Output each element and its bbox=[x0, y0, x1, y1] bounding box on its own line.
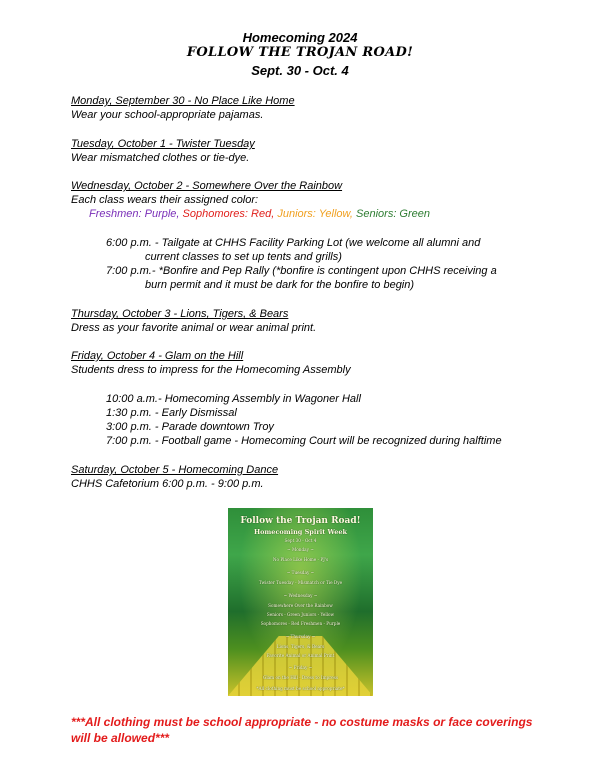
freshmen-color: Freshmen: Purple, bbox=[89, 208, 180, 220]
tuesday-heading: Tuesday, October 1 - Twister Tuesday bbox=[71, 138, 255, 150]
saturday-heading: Saturday, October 5 - Homecoming Dance bbox=[71, 464, 279, 476]
spirit-week-poster bbox=[228, 508, 373, 696]
poster-line: No Place Like Home - PJ's bbox=[272, 557, 329, 562]
title-dates: Sept. 30 - Oct. 4 bbox=[251, 63, 349, 78]
poster-line: ~ Wednesday ~ bbox=[283, 593, 318, 598]
friday-event: 1:30 p.m. - Early Dismissal bbox=[106, 407, 237, 419]
friday-event: 3:00 p.m. - Parade downtown Troy bbox=[106, 421, 274, 433]
tuesday-desc: Wear mismatched clothes or tie-dye. bbox=[71, 152, 250, 164]
wednesday-event-cont: burn permit and it must be dark for the bonfire to begin) bbox=[145, 279, 415, 291]
poster-line: Glam on the Hill - Dress to Impress bbox=[262, 675, 339, 680]
title-year: Homecoming 2024 bbox=[242, 30, 358, 45]
title-theme: FOLLOW THE TROJAN ROAD! bbox=[186, 45, 414, 60]
seniors-color: Seniors: Green bbox=[356, 208, 430, 220]
poster-line: ~ Tuesday ~ bbox=[286, 570, 315, 575]
juniors-color: Juniors: Yellow, bbox=[277, 208, 353, 220]
friday-event: 7:00 p.m. - Football game - Homecoming Court will be recognized during halftime bbox=[106, 435, 502, 447]
thursday-heading: Thursday, October 3 - Lions, Tigers, & Bears bbox=[71, 308, 289, 320]
wednesday-event-cont: current classes to set up tents and grills) bbox=[145, 251, 342, 263]
wednesday-heading: Wednesday, October 2 - Somewhere Over the Rainbow bbox=[71, 180, 343, 192]
poster-line: Seniors - Green Juniors - Yellow bbox=[266, 612, 335, 617]
friday-event: 10:00 a.m.- Homecoming Assembly in Wagoner Hall bbox=[106, 393, 361, 405]
class-colors bbox=[89, 208, 430, 221]
poster-line: Favorite Animal or Animal Print bbox=[266, 653, 335, 658]
poster-line: Lions, Tigers, & Bears bbox=[276, 644, 325, 649]
poster-title: Follow the Trojan Road! bbox=[240, 516, 361, 526]
appropriate-clothing-notice: ***All clothing must be school appropriate - no costume masks or face coverings will be allowed*** bbox=[71, 715, 533, 745]
poster-line: Twister Tuesday - Mismatch or Tie Dye bbox=[258, 580, 343, 585]
friday-heading: Friday, October 4 - Glam on the Hill bbox=[71, 350, 244, 362]
poster-line: ~ Friday ~ bbox=[288, 665, 313, 670]
friday-desc: Students dress to impress for the Homecoming Assembly bbox=[71, 364, 351, 376]
poster-line: Sophomores - Red Freshmen - Purple bbox=[260, 621, 341, 626]
saturday-desc: CHHS Cafetorium 6:00 p.m. - 9:00 p.m. bbox=[71, 478, 264, 490]
poster-line: Somewhere Over the Rainbow bbox=[268, 603, 333, 608]
wednesday-event: 6:00 p.m. - Tailgate at CHHS Facility Parking Lot (we welcome all alumni and bbox=[106, 237, 481, 249]
wednesday-desc: Each class wears their assigned color: bbox=[71, 194, 259, 206]
wednesday-event: 7:00 p.m.- *Bonfire and Pep Rally (*bonfire is contingent upon CHHS receiving a bbox=[106, 265, 497, 277]
poster-line: ~ Thursday ~ bbox=[285, 634, 316, 639]
poster-dates: Sept 30 - Oct 4 bbox=[284, 538, 317, 543]
poster-line: *All clothing must be school appropriate* bbox=[256, 686, 345, 691]
monday-heading: Monday, September 30 - No Place Like Home bbox=[71, 95, 295, 107]
thursday-desc: Dress as your favorite animal or wear animal print. bbox=[71, 322, 317, 334]
poster-subtitle: Homecoming Spirit Week bbox=[253, 528, 348, 536]
sophomores-color: Sophomores: Red, bbox=[182, 208, 275, 220]
poster-line: ~ Monday ~ bbox=[287, 547, 314, 552]
monday-desc: Wear your school-appropriate pajamas. bbox=[71, 109, 264, 121]
